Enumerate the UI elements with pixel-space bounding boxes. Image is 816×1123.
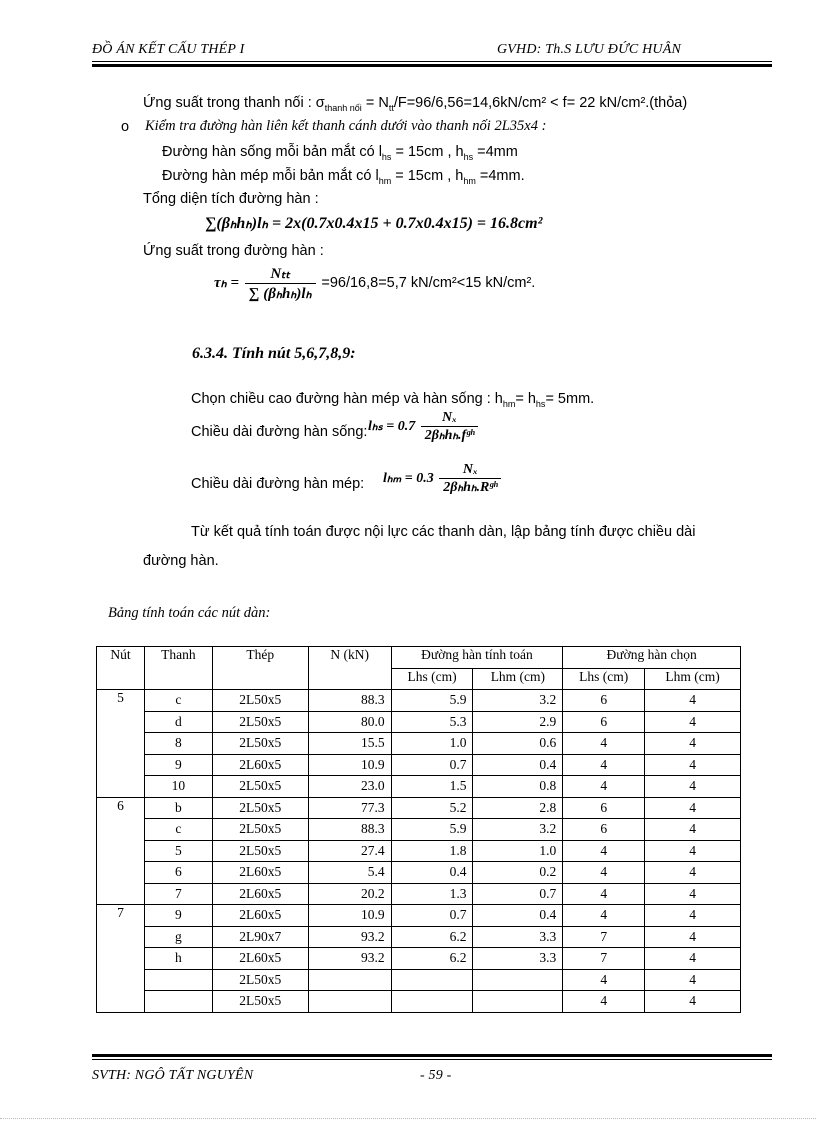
col-nut: Nút [97,647,145,690]
table-row: 8 2L50x5 15.5 1.0 0.6 4 4 [97,733,741,755]
table-row: 10 2L50x5 23.0 1.5 0.8 4 4 [97,776,741,798]
table-row: 2L50x5 4 4 [97,991,741,1013]
col-group-tinh-toan: Đường hàn tính toán [391,647,563,669]
area-formula: ∑(βₕhₕ)lₕ = 2x(0.7x0.4x15 + 0.7x0.4x15) = 16.8cm² [205,215,543,232]
header-left: ĐỒ ÁN KẾT CẤU THÉP I [92,42,245,57]
col-group-chon: Đường hàn chọn [563,647,741,669]
result-line-1: Từ kết quả tính toán được nội lực các thanh dàn, lập bảng tính được chiều dài [191,524,696,540]
table-row: 9 2L60x5 10.9 0.7 0.4 4 4 [97,754,741,776]
header-rule-thick [92,64,772,67]
table-row: 7 2L60x5 20.2 1.3 0.7 4 4 [97,883,741,905]
page-edge [0,1118,816,1119]
table-row: c 2L50x5 88.3 5.9 3.2 6 4 [97,819,741,841]
table-row: 2L50x5 4 4 [97,969,741,991]
result-line-2: đường hàn. [143,553,219,569]
table-row: 5 c 2L50x5 88.3 5.9 3.2 6 4 [97,690,741,712]
col-thep: Thép [212,647,308,690]
weld-table [96,646,741,1013]
weld-mep-line: Đường hàn mép mỗi bản mắt có $l_{hm} = 15cm$ , $h_{hm} =4mm$. [162,168,525,186]
table-row: 6 b 2L50x5 77.3 5.2 2.8 6 4 [97,797,741,819]
header-right: GVHD: Th.S LƯU ĐỨC HUÂN [497,42,681,57]
table-caption: Bảng tính toán các nút dàn: [108,605,271,621]
section-heading: 6.3.4. Tính nút 5,6,7,8,9: [192,345,356,362]
choose-height-line: Chọn chiều cao đường hàn mép và hàn sống : $h_{hm}= h_{hs}= 5mm$. [191,391,595,409]
col-thanh: Thanh [144,647,212,690]
table-row: d 2L50x5 80.0 5.3 2.9 6 4 [97,711,741,733]
footer-rule-thin [92,1059,772,1060]
node-cell: 6 [97,797,145,905]
len-mep-formula: lₕₘ = 0.3 $\frac{\text{Nₓ}}{\text{2βₕhₕ.Rᵍʰ}}$ [383,462,503,496]
tau-formula: τₕ = $\frac{\text{Nₜₜ}}{\text{∑ (βₕhₕ)lₕ}}$ =96/16,8=5,7 kN/cm²<15 kN/cm². [214,266,536,302]
footer-left: SVTH: NGÔ TẤT NGUYÊN [92,1068,254,1083]
table-row: 7 9 2L60x5 10.9 0.7 0.4 4 4 [97,905,741,927]
col-lhs-calc: Lhs (cm) [391,668,473,690]
table-row: g 2L90x7 93.2 6.2 3.3 7 4 [97,926,741,948]
header-rule-thin [92,61,772,62]
col-lhm-chosen: Lhm (cm) [645,668,741,690]
len-song-formula: lₕₛ = 0.7 $\frac{\text{Nₓ}}{\text{2βₕhₕ.fᵍʰ}}$ [368,410,480,444]
area-title: Tổng diện tích đường hàn : [143,191,319,207]
col-lhm-calc: Lhm (cm) [473,668,563,690]
table-row: h 2L60x5 93.2 6.2 3.3 7 4 [97,948,741,970]
stress2-title: Ứng suất trong đường hàn : [143,243,324,259]
bullet-mark: o [121,119,130,135]
weld-song-line: Đường hàn sống mỗi bản mắt có $l_{hs} = 15cm$ , $h_{hs} =4mm$ [162,144,518,162]
check-heading: Kiểm tra đường hàn liên kết thanh cánh dưới vào thanh nối 2L35x4 : [145,118,547,134]
col-lhs-chosen: Lhs (cm) [563,668,645,690]
table-row: 6 2L60x5 5.4 0.4 0.2 4 4 [97,862,741,884]
col-n: N (kN) [308,647,391,690]
footer-rule-thick [92,1054,772,1057]
table-row: 5 2L50x5 27.4 1.8 1.0 4 4 [97,840,741,862]
stress-line: Ứng suất trong thanh nối : $\sigma_{thanh nối} = N_{tt}/F=96/6,56=14,6kN/cm^2 < f= 22$ kN/cm².(thỏa) [143,95,688,113]
node-cell: 7 [97,905,145,1013]
len-mep-label: Chiều dài đường hàn mép: [191,476,365,492]
node-cell: 5 [97,690,145,798]
len-song-label: Chiều dài đường hàn sống: [191,424,368,440]
page-number: - 59 - [420,1068,452,1083]
